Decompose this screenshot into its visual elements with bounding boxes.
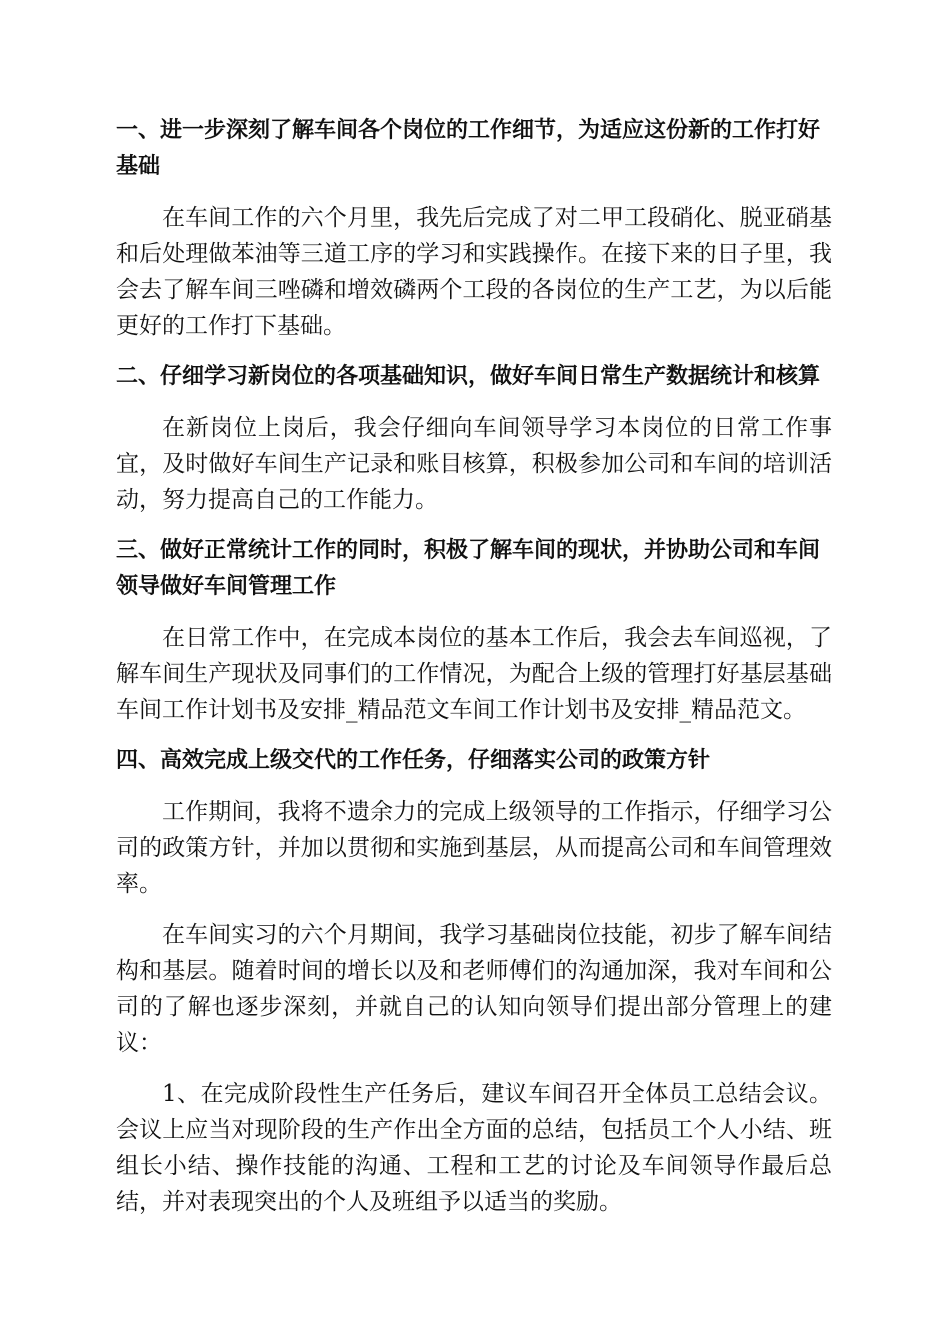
section-4-heading: 四、高效完成上级交代的工作任务，仔细落实公司的政策方针 [116,748,711,773]
section-1-heading: 一、进一步深刻了解车间各个岗位的工作细节，为适应这份新的工作打好基础 [116,118,821,179]
suggestion-1-paragraph: 1、在完成阶段性生产任务后，建议车间召开全体员工总结会议。会议上应当对现阶段的生产作出全方面的总结，包括员工个人小结、班组长小结、操作技能的沟通、工程和工艺的讨论及车间领导作最后总结，并对表现突出的个人及班组予以适当的奖励。 [116,1081,832,1215]
closing-intro-paragraph: 在车间实习的六个月期间，我学习基础岗位技能，初步了解车间结构和基层。随着时间的增长以及和老师傅们的沟通加深，我对车间和公司的了解也逐步深刻，并就自己的认知向领导们提出部分管理上的建议： [116,922,832,1056]
section-2-body: 在新岗位上岗后，我会仔细向车间领导学习本岗位的日常工作事宜，及时做好车间生产记录和账目核算，积极参加公司和车间的培训活动，努力提高自己的工作能力。 [116,415,832,513]
section-2-heading: 二、仔细学习新岗位的各项基础知识，做好车间日常生产数据统计和核算 [116,364,821,389]
document-page [116,113,832,1235]
section-3-body: 在日常工作中，在完成本岗位的基本工作后，我会去车间巡视，了解车间生产现状及同事们的工作情况，为配合上级的管理打好基层基础车间工作计划书及安排_精品范文车间工作计划书及安排_精品范文。 [116,625,832,723]
section-3-heading: 三、做好正常统计工作的同时，积极了解车间的现状，并协助公司和车间领导做好车间管理工作 [116,538,821,599]
section-1-body: 在车间工作的六个月里，我先后完成了对二甲工段硝化、脱亚硝基和后处理做苯油等三道工序的学习和实践操作。在接下来的日子里，我会去了解车间三唑磷和增效磷两个工段的各岗位的生产工艺，为以后能更好的工作打下基础。 [116,205,832,339]
section-4-body: 工作期间，我将不遗余力的完成上级领导的工作指示，仔细学习公司的政策方针，并加以贯彻和实施到基层，从而提高公司和车间管理效率。 [116,799,832,897]
